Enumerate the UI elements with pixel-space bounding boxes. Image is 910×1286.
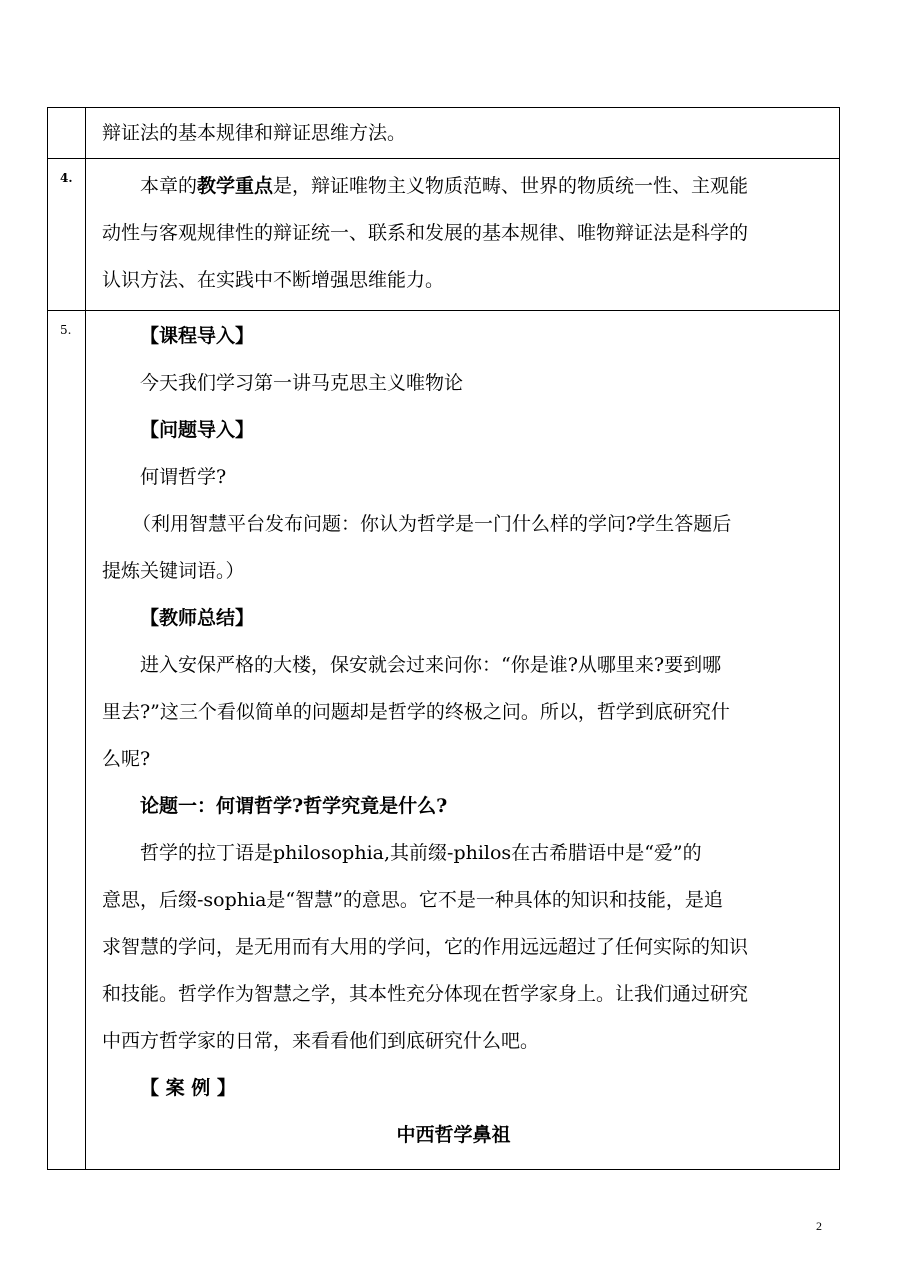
text-line: 认识方法、在实践中不断增强思维能力。 <box>102 269 445 291</box>
topic-line: 中西方哲学家的日常，来看看他们到底研究什么吧。 <box>102 1030 540 1052</box>
row-content-cell <box>86 159 840 311</box>
summary-line: 里去?”这三个看似简单的问题却是哲学的终极之问。所以，哲学到底研究什 <box>102 701 730 723</box>
row-number-cell <box>48 311 86 1170</box>
summary-line: 么呢? <box>102 748 151 770</box>
row-number <box>48 108 85 120</box>
row-number-cell <box>48 159 86 311</box>
text-line: 动性与客观规律性的辩证统一、联系和发展的基本规律、唯物辩证法是科学的 <box>102 222 749 244</box>
teacher-summary-heading: 【教师总结】 <box>140 607 255 629</box>
topic-line: 求智慧的学问，是无用而有大用的学问，它的作用远远超过了任何实际的知识 <box>102 936 749 958</box>
table-row <box>48 108 840 159</box>
text-line: 辩证法的基本规律和辩证思维方法。 <box>102 122 407 144</box>
row-number: 4. <box>60 171 73 185</box>
text-continuation: 是，辩证唯物主义物质范畴、世界的物质统一性、主观能 <box>273 175 749 197</box>
summary-line: 进入安保严格的大楼，保安就会过来问你：“你是谁?从哪里来?要到哪 <box>140 654 722 676</box>
page-number: 2 <box>816 1219 822 1233</box>
course-intro-heading: 【课程导入】 <box>140 325 255 347</box>
case-heading: 【 案 例 】 <box>140 1077 236 1099</box>
course-intro-text: 今天我们学习第一讲马克思主义唯物论 <box>140 372 464 394</box>
activity-line: （利用智慧平台发布问题：你认为哲学是一门什么样的学问?学生答题后 <box>132 513 732 535</box>
question-intro-heading: 【问题导入】 <box>140 419 255 441</box>
row-number-cell <box>48 108 86 159</box>
table-row <box>48 159 840 311</box>
activity-line: 提炼关键词语。） <box>102 560 245 582</box>
text-line <box>102 163 805 210</box>
case-title: 中西哲学鼻祖 <box>396 1124 511 1146</box>
row-content-cell <box>86 108 840 159</box>
row-number: 5. <box>60 323 72 337</box>
topic-line: 哲学的拉丁语是philosophia,其前缀-philos在古希腊语中是“爱”的 <box>140 842 702 864</box>
topic-heading: 论题一：何谓哲学?哲学究竟是什么? <box>140 795 448 817</box>
table-row <box>48 311 840 1170</box>
topic-line: 意思，后缀-sophia是“智慧”的意思。它不是一种具体的知识和技能，是追 <box>102 889 723 911</box>
text-prefix: 本章的 <box>140 175 198 197</box>
row-content-cell <box>86 311 840 1170</box>
teaching-focus-emphasis: 教学重点 <box>197 175 274 197</box>
topic-line: 和技能。哲学作为智慧之学，其本性充分体现在哲学家身上。让我们通过研究 <box>102 983 749 1005</box>
question-text: 何谓哲学? <box>140 466 227 488</box>
lesson-plan-table <box>47 107 840 1170</box>
